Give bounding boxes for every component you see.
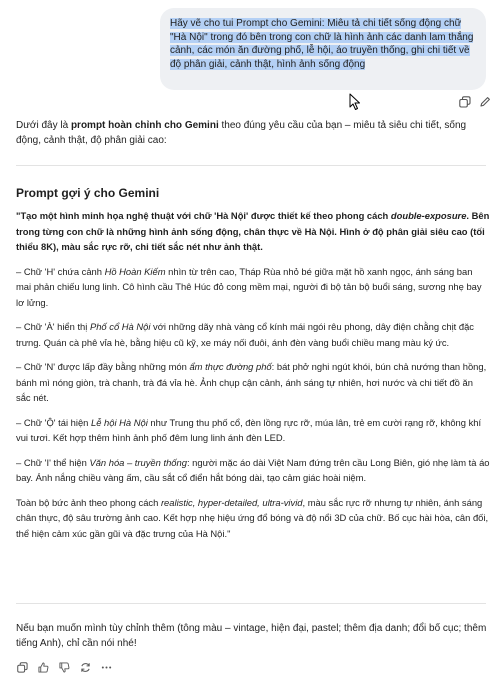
intro-text-end: theo đúng yêu cầu của bạn – miêu tả siêu chi tiết, sống động, cảnh thật, độ phân giải cao:: [16, 120, 467, 146]
divider: [16, 603, 486, 604]
prompt-paragraph: – Chữ 'I' thể hiện Văn hóa – truyền thống: người mặc áo dài Việt Nam đứng trên cầu Long Biên, gió nhẹ làm tà áo bay. Ánh nắng chiều vàng ấm, cầu sắt cổ điển hắt bóng dài, tạo cảm giác hoài niệm.: [16, 456, 490, 483]
section-heading: Prompt gợi ý cho Gemini: [16, 186, 160, 200]
copy-icon[interactable]: [16, 661, 29, 674]
more-icon[interactable]: [100, 661, 113, 674]
regenerate-icon[interactable]: [79, 661, 92, 674]
edit-icon[interactable]: [478, 95, 492, 109]
thumbs-down-icon[interactable]: [58, 661, 71, 674]
prompt-paragraph: – Chữ 'H' chứa cảnh Hồ Hoàn Kiếm nhìn từ trên cao, Tháp Rùa nhỏ bé giữa mặt hồ xanh ngọc, ánh sáng ban mai phản chiếu lung linh. Cô hình cầu Thê Húc đỏ cong mềm mại, người đi bộ tản bộ buổi sáng, sương nhẹ bay lơ lửng.: [16, 265, 482, 308]
thumbs-up-icon[interactable]: [37, 661, 50, 674]
intro-bold-text: prompt hoàn chỉnh cho Gemini: [70, 120, 219, 131]
response-intro: [16, 118, 486, 148]
user-message-actions: [458, 95, 492, 109]
mouse-cursor-icon: [349, 93, 361, 111]
response-actions: [16, 661, 113, 674]
closing-text: Nếu bạn muốn mình tùy chỉnh thêm (tông màu – vintage, hiện đại, pastel; thêm địa danh; đổi bố cục; thêm tiếng Anh), chỉ cần nói nhé!: [16, 623, 487, 649]
intro-text: Dưới đây là: [16, 120, 71, 131]
divider: [16, 165, 486, 166]
user-message-text: Hãy vẽ cho tui Prompt cho Gemini: Miêu tả chi tiết sống động chữ "Hà Nội" trong đó bên trong con chữ là hình ảnh các danh lam thắng cảnh, các món ăn đường phố, lễ hội, áo truyền thống, ghi chi tiết về độ phân giải, cảnh thật, hình ảnh sống động: [170, 18, 474, 70]
prompt-paragraph: – Chữ 'Ộ' tái hiện Lễ hội Hà Nội như Trung thu phố cổ, đèn lồng rực rỡ, múa lân, trẻ em cười rạng rỡ, không khí vui tươi. Kết hợp thêm hình ảnh phố đêm lung linh ánh đèn LED.: [16, 416, 482, 443]
copy-icon[interactable]: [458, 95, 472, 109]
prompt-paragraph: – Chữ 'N' được lấp đầy bằng những món ẩm thực đường phố: bát phở nghi ngút khói, bún chả nướng than hồng, bánh mì nóng giòn, trà chanh, trà đá vỉa hè. Ảnh chụp cận cảnh, ánh sáng tự nhiên, hơi nước và chi tiết đồ ăn sắc nét.: [16, 361, 487, 403]
prompt-paragraph: – Chữ 'À' hiển thị Phố cổ Hà Nội với những dãy nhà vàng cổ kính mái ngói rêu phong, dây điện chằng chịt đặc trưng. Quán cà phê vỉa hè, bằng hiệu cũ kỹ, xe máy nối đuôi, ánh đèn vàng buổi chiều mang màu ký ức.: [16, 321, 474, 348]
user-message-bubble: [160, 8, 486, 90]
prompt-paragraph: Toàn bộ bức ảnh theo phong cách realistic, hyper-detailed, ultra-vivid, màu sắc rực rỡ nhưng tự nhiên, ánh sáng chân thực, độ sâu trường ảnh cao. Kết hợp nhẹ hiệu ứng đổ bóng và độ nổi 3D của chữ. Bố cục hài hòa, cân đối, thể hiện cảm xúc gần gũi và đặc trưng của Hà Nội.": [16, 496, 489, 539]
prompt-body: [16, 208, 490, 550]
prompt-paragraph: "Tạo một hình minh họa nghệ thuật với chữ 'Hà Nội' được thiết kế theo phong cách double-exposure. Bên trong từng con chữ là những hình ảnh sống động, chân thực về Hà Nội. Hình ở độ phân giải siêu cao (tối thiểu 8K), màu sắc rực rỡ, chi tiết sắc nét như ảnh thật.: [16, 210, 490, 252]
